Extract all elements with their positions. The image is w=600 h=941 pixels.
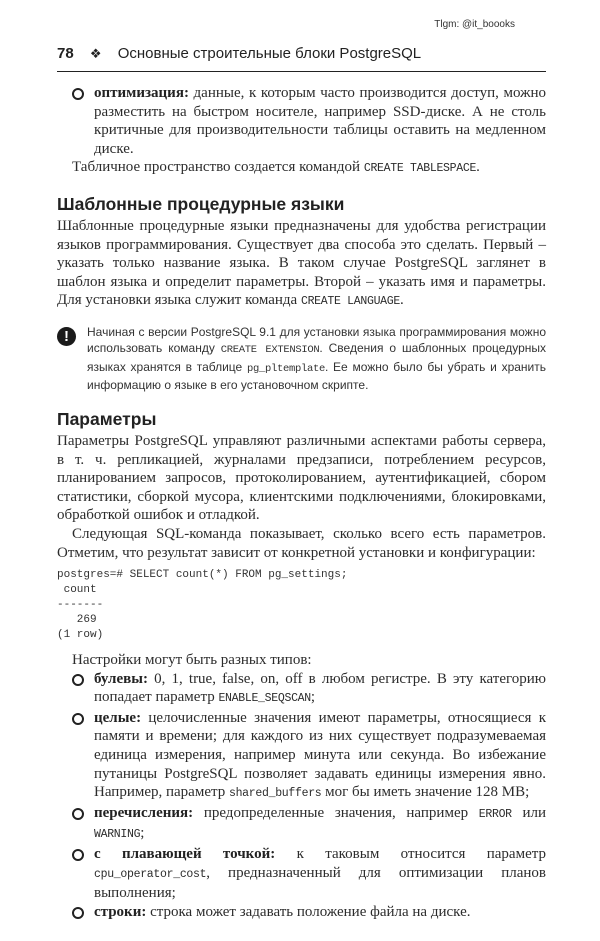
item-text: или bbox=[511, 804, 547, 821]
bullet-icon bbox=[72, 713, 84, 725]
list-item bbox=[57, 903, 546, 922]
chapter-title: Основные строительные блоки PostgreSQL bbox=[117, 45, 422, 62]
note-text bbox=[87, 324, 546, 394]
inline-code: CREATE LANGUAGE bbox=[300, 295, 400, 309]
item-term: целые: bbox=[94, 709, 142, 726]
ornament-icon: ❖ bbox=[89, 46, 102, 61]
code-line: count bbox=[57, 584, 97, 597]
item-term: перечисления: bbox=[94, 804, 194, 821]
text: . Сведения о шаблонных процедурных языках хранятся в таблице bbox=[87, 341, 546, 374]
section-heading: Параметры bbox=[57, 408, 157, 429]
inline-code: CREATE EXTENSION bbox=[220, 344, 320, 357]
inline-code: pg_pltemplate bbox=[246, 362, 325, 375]
list-item bbox=[57, 804, 546, 845]
item-text: ; bbox=[310, 689, 316, 706]
item-term: строки: bbox=[94, 903, 147, 920]
text: . bbox=[476, 159, 480, 176]
tablespace-paragraph bbox=[57, 158, 546, 179]
bullet-icon bbox=[72, 88, 84, 100]
list-item bbox=[57, 845, 546, 903]
note-box bbox=[57, 324, 546, 394]
text: . bbox=[400, 292, 404, 309]
item-text: к таковым относится параметр bbox=[275, 846, 546, 863]
inline-code: shared_buffers bbox=[228, 787, 322, 801]
paragraph: Параметры PostgreSQL управляют различными аспектами работы сервера, в т. ч. репликацией, журналами предзаписи, потреблением ресурсов, планированием запросов, протоколированием, аутентификацией, сбором статистики, сборкой мусора, клиентскими подключениями, блокировками, обработкой ошибок и отладкой. bbox=[57, 432, 546, 524]
paragraph: Настройки могут быть разных типов: bbox=[72, 652, 312, 669]
code-block bbox=[57, 568, 546, 643]
item-text: строка может задавать положение файла на диске. bbox=[146, 903, 471, 920]
item-text: мог бы иметь значение 128 MB; bbox=[321, 784, 530, 801]
bullet-icon bbox=[72, 849, 84, 861]
page-number: 78 bbox=[57, 45, 74, 62]
bullet-icon bbox=[72, 907, 84, 919]
section1-paragraph bbox=[57, 217, 546, 312]
list-item bbox=[57, 84, 546, 158]
code-line: ------- bbox=[57, 599, 104, 612]
list-item bbox=[57, 709, 546, 804]
inline-code: ERROR bbox=[478, 807, 512, 821]
running-header bbox=[57, 45, 546, 72]
item-text: предопределенные значения, например bbox=[193, 804, 479, 821]
item-text: данные, к которым часто производится доступ, можно разместить на быстром носителе, например SSD-диске. А не столь критичные для производительности таблицы оставить на медленном диске. bbox=[94, 85, 546, 157]
watermark: Tlgm: @it_boooks bbox=[434, 19, 515, 30]
item-term: с плавающей точкой: bbox=[94, 846, 276, 863]
item-term: оптимизация: bbox=[94, 85, 189, 101]
text: Табличное пространство создается командой bbox=[72, 159, 364, 176]
item-term: булевы: bbox=[94, 670, 148, 687]
code-line: (1 row) bbox=[57, 629, 104, 642]
text: Начиная с версии PostgreSQL 9.1 для установки языка программирования можно использовать команду bbox=[87, 324, 546, 356]
exclamation-icon: ! bbox=[57, 327, 76, 346]
item-text: , предназначенный для оптимизации планов выполнения; bbox=[94, 864, 546, 902]
item-text: ; bbox=[140, 825, 145, 842]
section2-body bbox=[57, 432, 546, 921]
bullet-icon bbox=[72, 674, 84, 686]
text: Шаблонные процедурные языки предназначены для удобства регистрации языков программирования. Существует два способа это сделать. Первый – указать только название языка. В таком случае PostgreSQL заглянет в шаблон языка и определит параметры. Второй – указать имя и параметры. Для установки языка служит команда bbox=[57, 217, 546, 309]
code-line: 269 bbox=[57, 614, 97, 627]
top-section bbox=[57, 84, 546, 179]
inline-code: ENABLE_SEQSCAN bbox=[218, 692, 311, 706]
item-text: 0, 1, true, false, on, off в любом регистре. В эту категорию попадает параметр bbox=[94, 670, 546, 706]
list-item bbox=[57, 670, 546, 709]
inline-code: CREATE TABLESPACE bbox=[363, 162, 477, 176]
section-heading: Шаблонные процедурные языки bbox=[57, 193, 345, 214]
inline-code: WARNING bbox=[94, 828, 141, 842]
inline-code: cpu_operator_cost bbox=[94, 867, 207, 881]
item-text: целочисленные значения имеют параметры, относящиеся к памяти и времени; для каждого из них существует подразумеваемая единица измерения, например минута или секунда. Во избежание путаницы PostgreSQL позволяет задавать единицы измерения явно. Например, параметр bbox=[94, 709, 546, 801]
bullet-icon bbox=[72, 808, 84, 820]
paragraph: Следующая SQL-команда показывает, сколько всего есть параметров. Отметим, что результат зависит от конкретной установки и конфигурации: bbox=[57, 525, 546, 561]
text: . Ее можно было бы убрать и хранить информацию о языке в его установочном скрипте. bbox=[87, 359, 547, 393]
code-line: postgres=# SELECT count(*) FROM pg_settings; bbox=[57, 569, 348, 582]
